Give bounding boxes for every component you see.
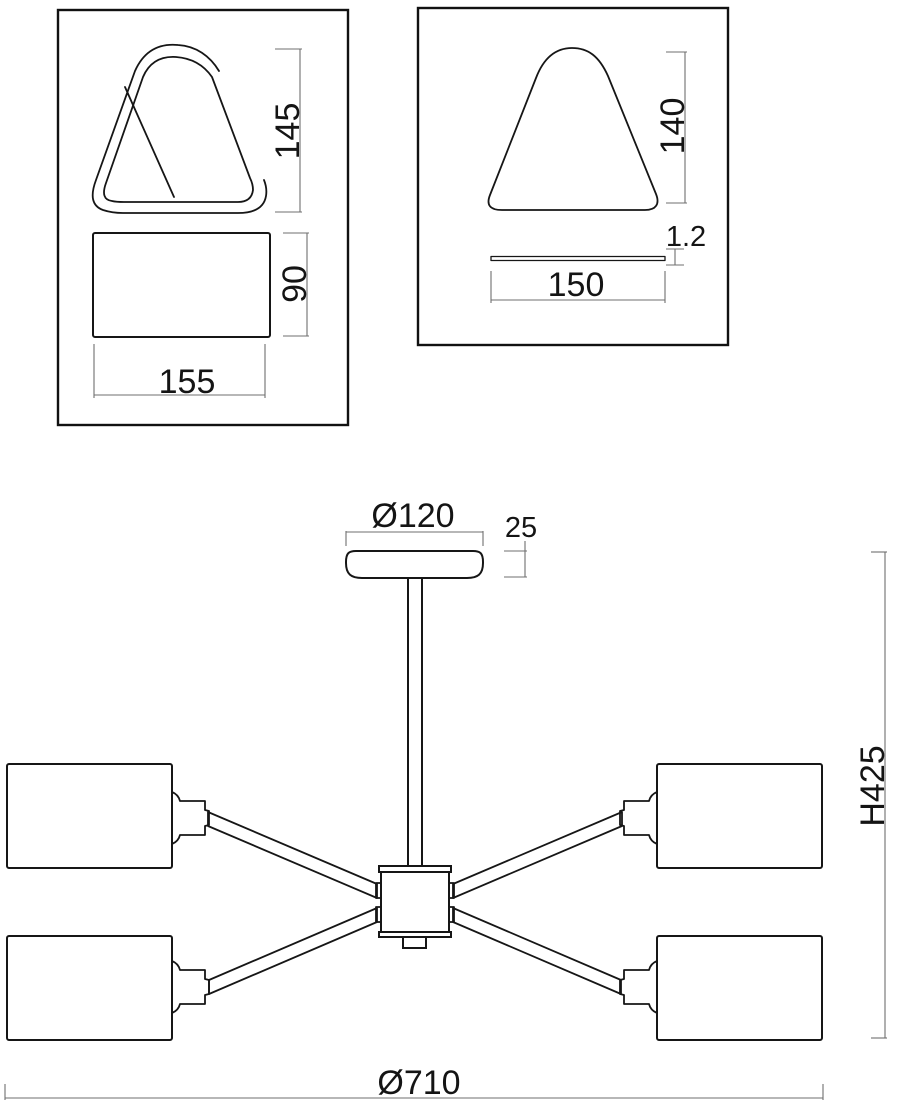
shade-body-rectangle	[93, 233, 270, 337]
socket-upper-left	[172, 792, 209, 844]
wire-frame-cross-wire	[125, 87, 174, 197]
dimension-155-label: 155	[158, 363, 216, 401]
hub-body	[381, 872, 449, 932]
shade-lower-left	[7, 936, 172, 1040]
dimension-overall-diameter-label: Ø710	[377, 1064, 461, 1102]
shade-plate-profile	[491, 257, 665, 261]
arm-upper-right	[453, 812, 622, 898]
dimension-140-label: 140	[654, 97, 692, 155]
dimension-155	[94, 344, 265, 401]
shade-top-outline	[489, 48, 658, 210]
panel-shade-wire-view	[58, 10, 348, 425]
dimension-1-2-label: 1.2	[665, 221, 707, 253]
dimension-90-label: 90	[276, 265, 314, 303]
socket-lower-right	[620, 961, 657, 1013]
dimension-140	[654, 52, 692, 203]
central-hub	[376, 866, 454, 948]
dimension-overall-height	[854, 552, 892, 1038]
wire-frame-inner-outline	[104, 57, 253, 202]
fixture-front-view	[5, 497, 892, 1102]
socket-lower-left	[172, 961, 209, 1013]
dimension-canopy-diameter-label: Ø120	[371, 497, 455, 535]
shade-upper-right	[657, 764, 822, 868]
dimension-150-label: 150	[547, 266, 605, 304]
hub-bottom-tab	[403, 937, 426, 948]
stem-rod	[408, 578, 422, 866]
dimension-150	[491, 266, 665, 304]
panel-shade-top-view	[418, 8, 728, 345]
arm-lower-right	[453, 908, 621, 994]
dimension-canopy-diameter	[346, 497, 483, 546]
dimension-canopy-height-label: 25	[504, 512, 538, 544]
arm-lower-left	[209, 908, 377, 994]
dimension-canopy-height	[504, 512, 537, 577]
dimension-overall-height-label: H425	[854, 745, 892, 827]
dimension-145-label: 145	[269, 102, 307, 160]
ceiling-canopy	[346, 551, 483, 578]
wire-frame-outer-outline	[93, 45, 267, 213]
dimension-90	[276, 233, 314, 336]
arm-upper-left	[208, 812, 377, 898]
socket-upper-right	[620, 792, 657, 844]
dimension-1-2	[666, 221, 706, 265]
dimension-145	[269, 49, 307, 212]
dimension-overall-diameter	[5, 1064, 823, 1102]
shade-lower-right	[657, 936, 822, 1040]
shade-upper-left	[7, 764, 172, 868]
